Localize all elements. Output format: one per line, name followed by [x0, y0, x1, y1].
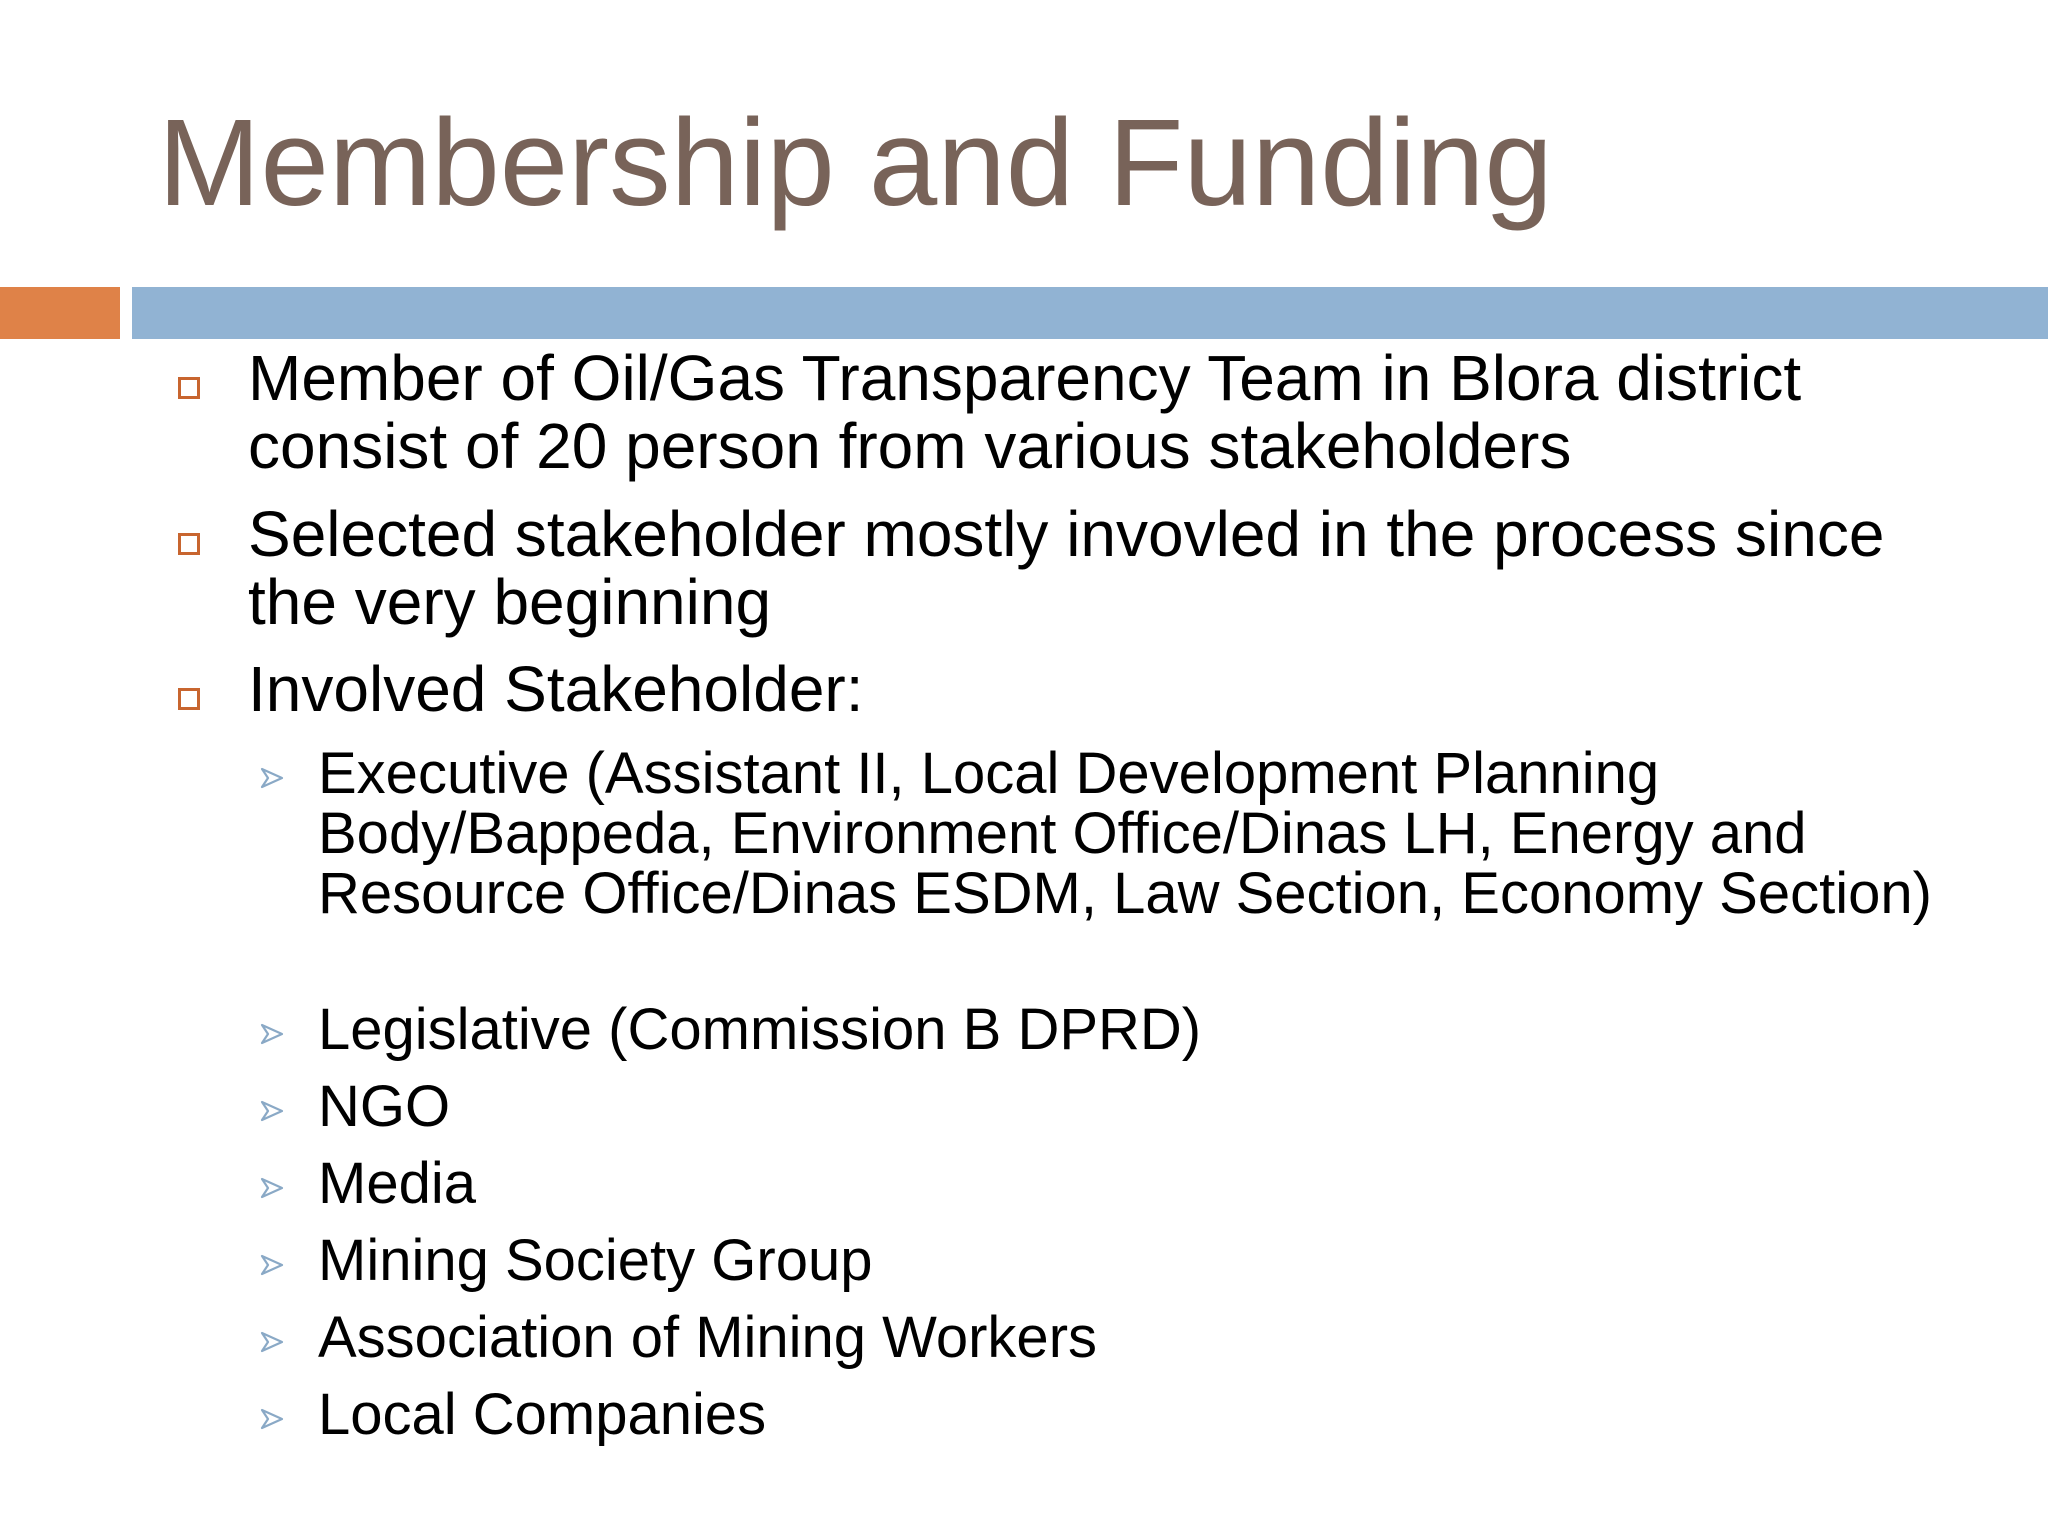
square-bullet-icon: [178, 533, 200, 555]
bullet-item: [175, 655, 1955, 723]
title-divider-bar: [132, 287, 2048, 339]
sub-bullet-item: [255, 1074, 1955, 1139]
sub-bullet-item: [255, 1151, 1955, 1216]
sub-bullet-item: [255, 1382, 1955, 1447]
bullet-item: [175, 500, 1955, 636]
sub-bullet-item: [255, 1228, 1955, 1293]
bullet-text: Member of Oil/Gas Transparency Team in Blora district consist of 20 person from various stakeholders: [248, 342, 1802, 482]
arrow-bullet-icon: [260, 1330, 284, 1354]
arrow-bullet-icon: [260, 1253, 284, 1277]
bullet-text: Selected stakeholder mostly invovled in the process since the very beginning: [248, 498, 1885, 638]
bullet-text: Involved Stakeholder:: [248, 653, 864, 725]
arrow-bullet-icon: [260, 1407, 284, 1431]
sub-bullet-item: [255, 997, 1955, 1062]
square-bullet-icon: [178, 688, 200, 710]
sub-bullet-text: Legislative (Commission B DPRD): [318, 997, 1202, 1062]
bullet-item: [175, 344, 1955, 480]
arrow-bullet-icon: [260, 1099, 284, 1123]
slide-title: Membership and Funding: [158, 95, 1553, 232]
sub-bullet-text: Association of Mining Workers: [318, 1305, 1098, 1370]
sub-bullet-text: Executive (Assistant II, Local Development Planning Body/Bappeda, Environment Office/Dinas LH, Energy and Resource Office/Dinas ESDM, Law Section, Economy Section): [318, 741, 1932, 926]
sub-bullet-text: NGO: [318, 1074, 451, 1139]
accent-bar: [0, 287, 120, 339]
arrow-bullet-icon: [260, 1022, 284, 1046]
arrow-bullet-icon: [260, 766, 284, 790]
sub-bullet-item: [255, 1305, 1955, 1370]
sub-bullet-text: Media: [318, 1151, 476, 1216]
sub-bullet-text: Local Companies: [318, 1382, 767, 1447]
sub-bullet-text: Mining Society Group: [318, 1228, 873, 1293]
sub-bullet-item: [255, 741, 1955, 926]
arrow-bullet-icon: [260, 1176, 284, 1200]
square-bullet-icon: [178, 377, 200, 399]
